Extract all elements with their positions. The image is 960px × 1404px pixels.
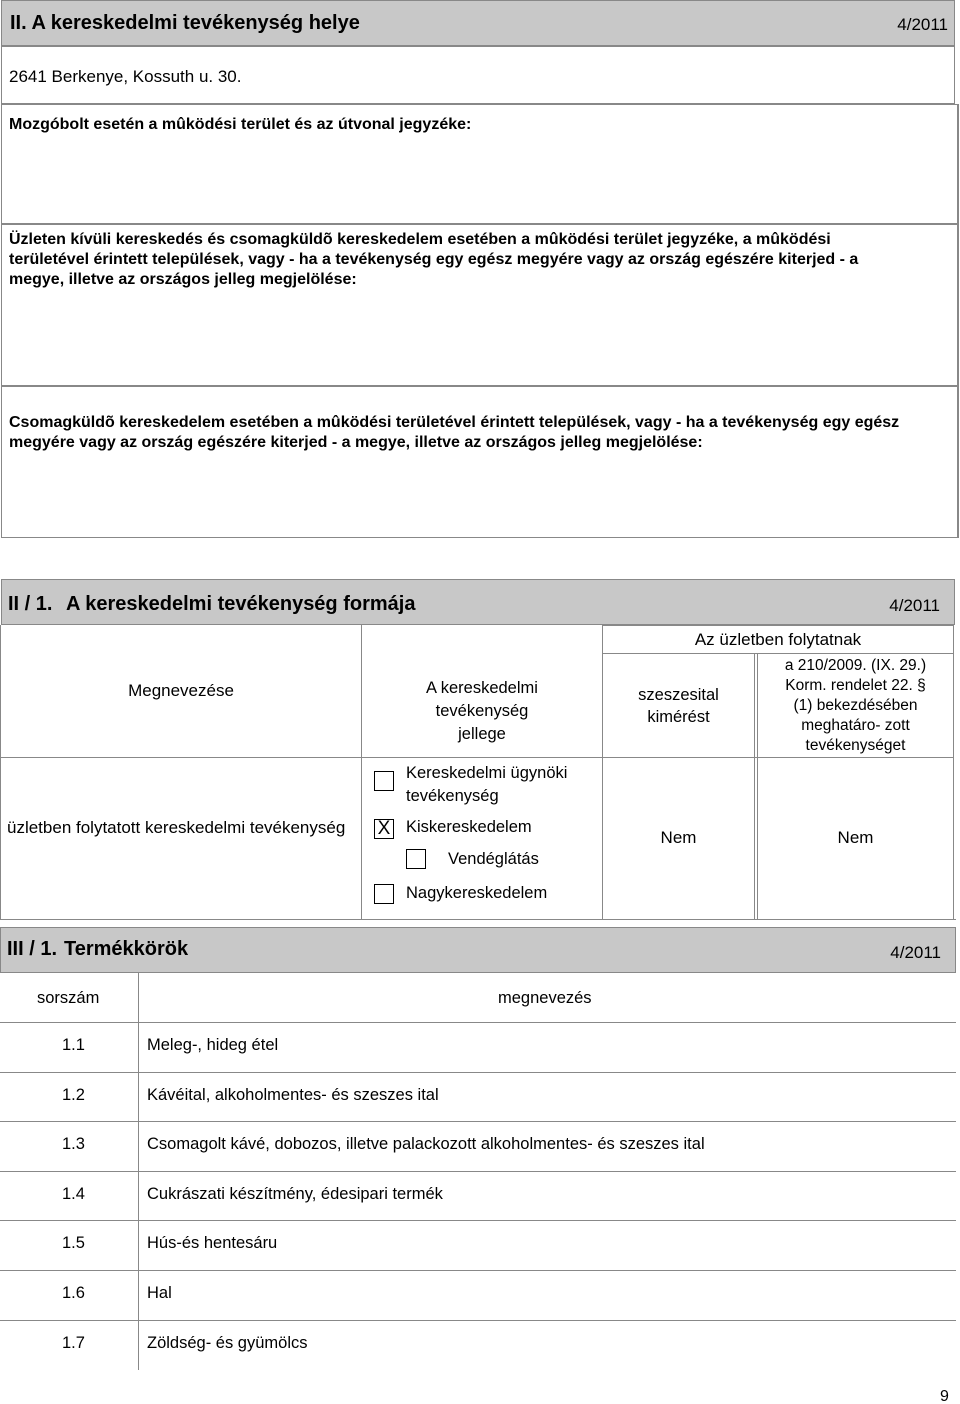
- mobile-shop-area-label: Mozgóbolt esetén a mûködési terület és az útvonal jegyzéke:: [9, 116, 472, 133]
- col-name-header-text: Megnevezése: [128, 681, 234, 700]
- regulated-value-cell: [758, 825, 953, 851]
- table-row: [0, 1172, 956, 1222]
- activity-option-hospitality[interactable]: [362, 845, 602, 879]
- row-name-text: üzletben folytatott kereskedelmi tevékenység: [7, 818, 346, 837]
- row-number: 1.1: [62, 1036, 85, 1054]
- agent-label: Kereskedelmi ügynöki tevékenység: [406, 764, 568, 805]
- mobile-shop-area-field[interactable]: [1, 104, 959, 224]
- col-number-header: sorszám: [37, 989, 100, 1007]
- table-row: [0, 1023, 956, 1073]
- section-ii-code: 4/2011: [897, 15, 948, 34]
- col-alcohol-header-text: szeszesital kimérést: [638, 685, 719, 726]
- col-character-header-text: A kereskedelmi tevékenység jellege: [426, 678, 538, 743]
- product-table: [0, 973, 960, 1373]
- row-number: 1.3: [62, 1135, 85, 1154]
- col-shop-group-header: [603, 626, 953, 653]
- row-product-name: Zöldség- és gyümölcs: [147, 1333, 308, 1352]
- table-row: [0, 1321, 956, 1371]
- section-ii1-header: [1, 579, 955, 625]
- section-ii1-code: 4/2011: [889, 596, 940, 615]
- section-iii1-title-prefix: III / 1.: [7, 938, 58, 960]
- row-number: 1.2: [62, 1085, 85, 1104]
- col-regulated-header-text: a 210/2009. (IX. 29.) Korm. rendelet 22. § (1) bekezdésében meghatáro- zott tevékenységet: [784, 657, 927, 754]
- col-name-header: [1, 625, 361, 757]
- section-iii1-header: [0, 927, 956, 973]
- page-number: 9: [940, 1388, 949, 1404]
- row-product-name: Hal: [147, 1284, 172, 1302]
- mail-order-area-label: Csomagküldõ kereskedelem esetében a mûködési területével érintett települések, vagy - ha a tevékenység egy egész megyére vagy az ország egészére kiterjed - a megye, illetve az országos jelleg megjelölése:: [9, 414, 900, 451]
- row-product-name: Hús-és hentesáru: [147, 1234, 278, 1253]
- hospitality-label: Vendéglátás: [448, 850, 539, 868]
- row-product-name: Meleg-, hideg étel: [147, 1036, 279, 1054]
- section-iii1-code: 4/2011: [890, 943, 941, 962]
- row-product-name: Kávéital, alkoholmentes- és szeszes ital: [147, 1085, 439, 1104]
- retail-checkbox[interactable]: X: [374, 819, 394, 839]
- address-value: 2641 Berkenye, Kossuth u. 30.: [9, 67, 242, 86]
- row-number: 1.5: [62, 1234, 85, 1253]
- row-number: 1.7: [62, 1333, 85, 1352]
- col-product-name-header: megnevezés: [498, 989, 592, 1007]
- row-product-name: Csomagolt kávé, dobozos, illetve palackozott alkoholmentes- és szeszes ital: [147, 1135, 705, 1154]
- section-ii-header: [1, 0, 955, 46]
- activity-option-agent[interactable]: [362, 757, 602, 815]
- hospitality-checkbox[interactable]: [406, 849, 426, 869]
- section-iii1-title: Termékkörök: [64, 938, 189, 960]
- outside-shop-area-field[interactable]: [1, 224, 959, 386]
- wholesale-checkbox[interactable]: [374, 884, 394, 904]
- section-ii-title: II. A kereskedelmi tevékenység helye: [10, 12, 360, 34]
- col-shop-group-header-text: Az üzletben folytatnak: [694, 629, 862, 649]
- row-number: 1.6: [62, 1284, 85, 1302]
- col-regulated-header: [758, 656, 953, 756]
- alcohol-value-cell: [603, 825, 754, 851]
- section-ii1-title: A kereskedelmi tevékenység formája: [66, 593, 416, 615]
- col-character-header: [362, 625, 602, 757]
- address-field[interactable]: [1, 46, 955, 104]
- table-row: [0, 1271, 956, 1321]
- row-name-cell: [7, 816, 347, 839]
- retail-label: Kiskereskedelem: [406, 818, 532, 836]
- table-row: [0, 1221, 956, 1271]
- table-row: [0, 1122, 956, 1172]
- section-ii1-title-prefix: II / 1.: [8, 593, 53, 615]
- activity-option-retail[interactable]: [362, 815, 602, 845]
- activity-option-wholesale[interactable]: [362, 879, 602, 915]
- row-number: 1.4: [62, 1184, 85, 1203]
- mail-order-area-field[interactable]: [1, 386, 959, 538]
- wholesale-label: Nagykereskedelem: [406, 884, 548, 902]
- activity-form-table: [0, 625, 960, 920]
- alcohol-value: Nem: [660, 828, 697, 847]
- col-alcohol-header: [603, 654, 754, 757]
- regulated-value: Nem: [837, 828, 874, 847]
- agent-checkbox[interactable]: [374, 771, 394, 791]
- row-product-name: Cukrászati készítmény, édesipari termék: [147, 1184, 443, 1203]
- table-row: [0, 1073, 956, 1123]
- outside-shop-area-label: Üzleten kívüli kereskedés és csomagküldõ kereskedelem esetében a mûködési terület jegyzéke, a mûködési területével érintett települések, vagy - ha a tevékenység egy egész megyére vagy az ország egészére kiterjed - a megye, illetve az országos jelleg megjelölése:: [9, 231, 859, 288]
